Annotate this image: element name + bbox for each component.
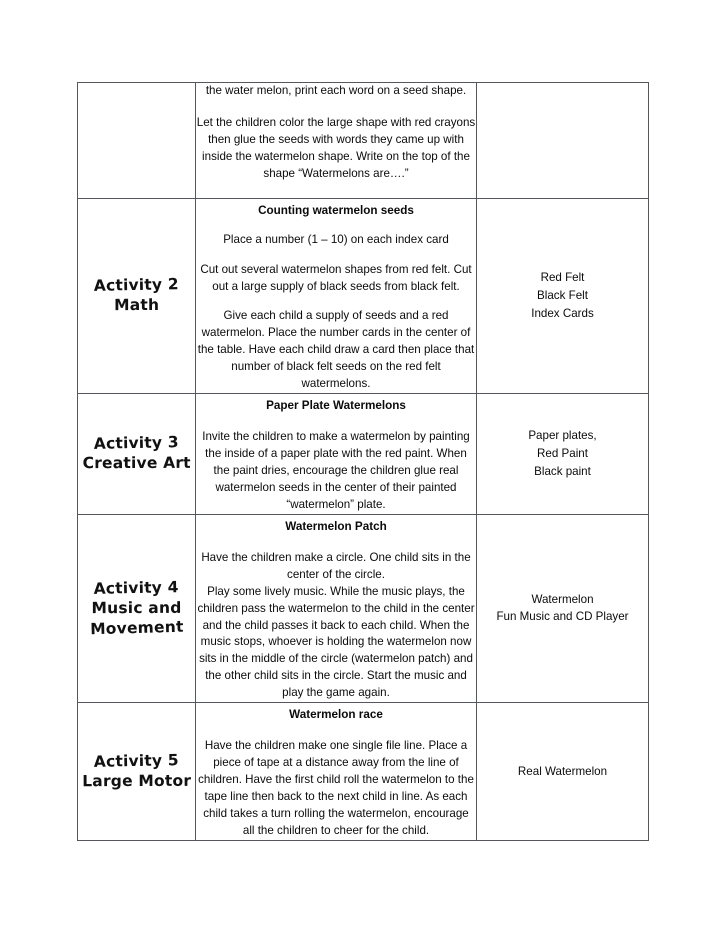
paragraph-spacer <box>196 219 476 232</box>
description-paragraph: Play some lively music. While the music plays, the children pass the watermelon to the child in the center and the child passes it back to each child. When the music stops, whoever is holding the watermelon now sits in the middle of the circle (watermelon patch) and the other child sits in the circle. Start the music and play the game again. <box>197 584 475 700</box>
table-row <box>78 198 649 393</box>
activity-label-line: Movement <box>89 617 184 638</box>
paragraph-spacer <box>196 723 476 738</box>
description-paragraph: Have the children make one single file line. Place a piece of tape at a distance away from the line of children. Have the first child roll the watermelon to the tape line then back to the next child in line. As each child takes a turn rolling the watermelon, encourage all the children to cheer for the child. <box>198 739 474 837</box>
activity-label-cell <box>78 83 196 199</box>
description-paragraph: Have the children make a circle. One child sits in the center of the circle. <box>201 550 471 581</box>
activity-label-line: Large Motor <box>82 771 192 790</box>
paragraph-spacer <box>196 183 476 198</box>
activity-label-line: Activity 3 <box>93 433 179 453</box>
description-heading: Watermelon race <box>289 708 383 722</box>
material-item: Paper plates, <box>528 429 597 443</box>
table-row <box>78 703 649 841</box>
material-item: Red Felt <box>540 271 585 285</box>
paragraph-spacer <box>196 535 476 550</box>
activity-label-cell <box>78 514 196 702</box>
materials-cell <box>477 703 649 841</box>
material-item: Fun Music and CD Player <box>496 610 629 624</box>
activity-label <box>78 433 196 475</box>
description-paragraph: Let the children color the large shape with red crayons then glue the seeds with words they came up with inside the watermelon shape. Write on the top of the shape “Watermelons are….” <box>196 115 476 180</box>
table-row <box>78 514 649 702</box>
activity-description-cell <box>196 198 477 393</box>
materials-cell <box>477 83 649 199</box>
activity-label-line: Activity 5 <box>93 750 179 771</box>
material-item: Black paint <box>534 464 591 478</box>
paragraph-spacer <box>196 100 476 115</box>
materials-cell <box>477 514 649 702</box>
description-paragraph: the water melon, print each word on a seed shape. <box>205 84 467 97</box>
activity-label-cell <box>78 198 196 393</box>
table-body <box>78 83 649 841</box>
description-paragraph: Place a number (1 – 10) on each index card <box>223 232 449 246</box>
description-paragraph: Give each child a supply of seeds and a red watermelon. Place the number cards in the center of the table. Have each child draw a card then place that number of black felt seeds on the red felt watermelons. <box>197 309 475 391</box>
description-heading: Paper Plate Watermelons <box>266 399 406 413</box>
material-item: Red Paint <box>537 447 588 461</box>
table-row <box>78 83 649 199</box>
activity-description-cell <box>196 703 477 841</box>
activity-label <box>78 750 196 792</box>
activity-label-line: Math <box>114 295 160 314</box>
activity-label-line: Activity 4 <box>93 577 179 598</box>
paragraph-spacer <box>196 295 476 308</box>
activity-label-cell <box>78 703 196 841</box>
material-item: Real Watermelon <box>517 764 608 778</box>
materials-cell <box>477 394 649 515</box>
activity-description-cell <box>196 394 477 515</box>
materials-cell <box>477 198 649 393</box>
material-item: Black Felt <box>537 289 588 303</box>
description-paragraph: Cut out several watermelon shapes from red felt. Cut out a large supply of black seeds from black felt. <box>200 262 472 293</box>
material-item: Index Cards <box>531 306 594 320</box>
activity-label-line: Activity 2 <box>93 275 179 295</box>
activity-label <box>78 275 196 317</box>
activity-description-cell <box>196 514 477 702</box>
paragraph-spacer <box>196 249 476 262</box>
description-heading: Counting watermelon seeds <box>258 203 414 217</box>
activity-label-line: Music and <box>91 598 182 617</box>
activity-plan-table <box>77 82 649 841</box>
description-paragraph: Invite the children to make a watermelon by painting the inside of a paper plate with the red paint. When the paint dries, encourage the children glue real watermelon seeds in the center of their painted “watermelon” plate. <box>202 430 470 511</box>
paragraph-spacer <box>196 414 476 429</box>
activity-description-cell <box>196 83 477 199</box>
table-row <box>78 394 649 515</box>
activity-label-line: Creative Art <box>82 453 191 473</box>
activity-label-cell <box>78 394 196 515</box>
material-item: Watermelon <box>531 592 594 606</box>
activity-label <box>77 578 195 640</box>
description-heading: Watermelon Patch <box>285 519 387 533</box>
